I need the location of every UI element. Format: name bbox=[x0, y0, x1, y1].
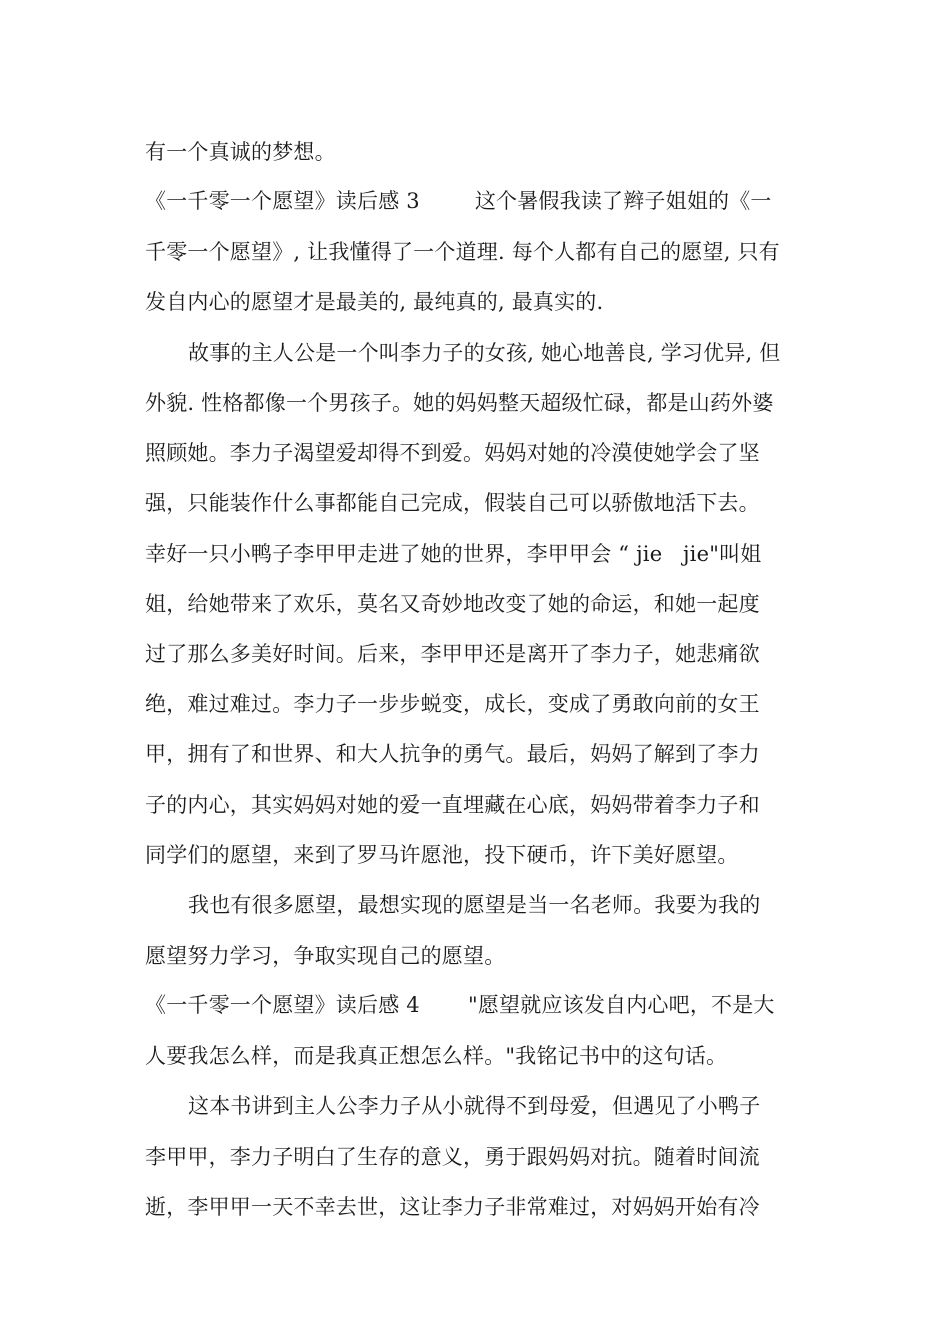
text-line: 李甲甲，李力子明白了生存的意义，勇于跟妈妈对抗。随着时间流 bbox=[145, 1145, 760, 1169]
text-line: 愿望努力学习，争取实现自己的愿望。 bbox=[145, 944, 506, 968]
text-line: 发自内心的愿望才是最美的, 最纯真的, 最真实的. bbox=[145, 290, 604, 314]
text-line: 千零一个愿望》, 让我懂得了一个道理. 每个人都有自己的愿望, 只有 bbox=[145, 240, 780, 264]
text-line: 同学们的愿望，来到了罗马许愿池，投下硬币，许下美好愿望。 bbox=[145, 843, 739, 867]
text-line: 姐，给她带来了欢乐，莫名又奇妙地改变了她的命运，和她一起度 bbox=[145, 592, 760, 616]
text-line: 人要我怎么样，而是我真正想怎么样。"我铭记书中的这句话。 bbox=[145, 1044, 728, 1068]
text-line: 外貌. 性格都像一个男孩子。她的妈妈整天超级忙碌，都是山药外婆 bbox=[145, 391, 774, 415]
text-line: 过了那么多美好时间。后来，李甲甲还是离开了李力子，她悲痛欲 bbox=[145, 642, 760, 666]
text-line: 强，只能装作什么事都能自己完成，假装自己可以骄傲地活下去。 bbox=[145, 491, 760, 515]
heading-line: 《一千零一个愿望》读后感 4 "愿望就应该发自内心吧，不是大 bbox=[145, 993, 775, 1017]
text-line: 照顾她。李力子渴望爱却得不到爱。妈妈对她的冷漠使她学会了坚 bbox=[145, 441, 760, 465]
text-line: 逝，李甲甲一天不幸去世，这让李力子非常难过，对妈妈开始有冷 bbox=[145, 1195, 760, 1219]
text-line: 有一个真诚的梦想。 bbox=[145, 140, 336, 164]
text-line: 幸好一只小鸭子李甲甲走进了她的世界，李甲甲会 “ jie jie"叫姐 bbox=[145, 542, 762, 566]
text-line: 绝，难过难过。李力子一步步蜕变，成长，变成了勇敢向前的女王 bbox=[145, 692, 760, 716]
paragraph-start-line: 这本书讲到主人公李力子从小就得不到母爱，但遇见了小鸭子 bbox=[188, 1094, 761, 1118]
paragraph-start-line: 故事的主人公是一个叫李力子的女孩, 她心地善良, 学习优异, 但 bbox=[188, 341, 781, 365]
paragraph-start-line: 我也有很多愿望，最想实现的愿望是当一名老师。我要为我的 bbox=[188, 893, 761, 917]
text-line: 甲，拥有了和世界、和大人抗争的勇气。最后，妈妈了解到了李力 bbox=[145, 742, 760, 766]
text-line: 子的内心，其实妈妈对她的爱一直埋藏在心底，妈妈带着李力子和 bbox=[145, 793, 760, 817]
heading-line: 《一千零一个愿望》读后感 3 这个暑假我读了辫子姐姐的《一 bbox=[145, 189, 772, 213]
